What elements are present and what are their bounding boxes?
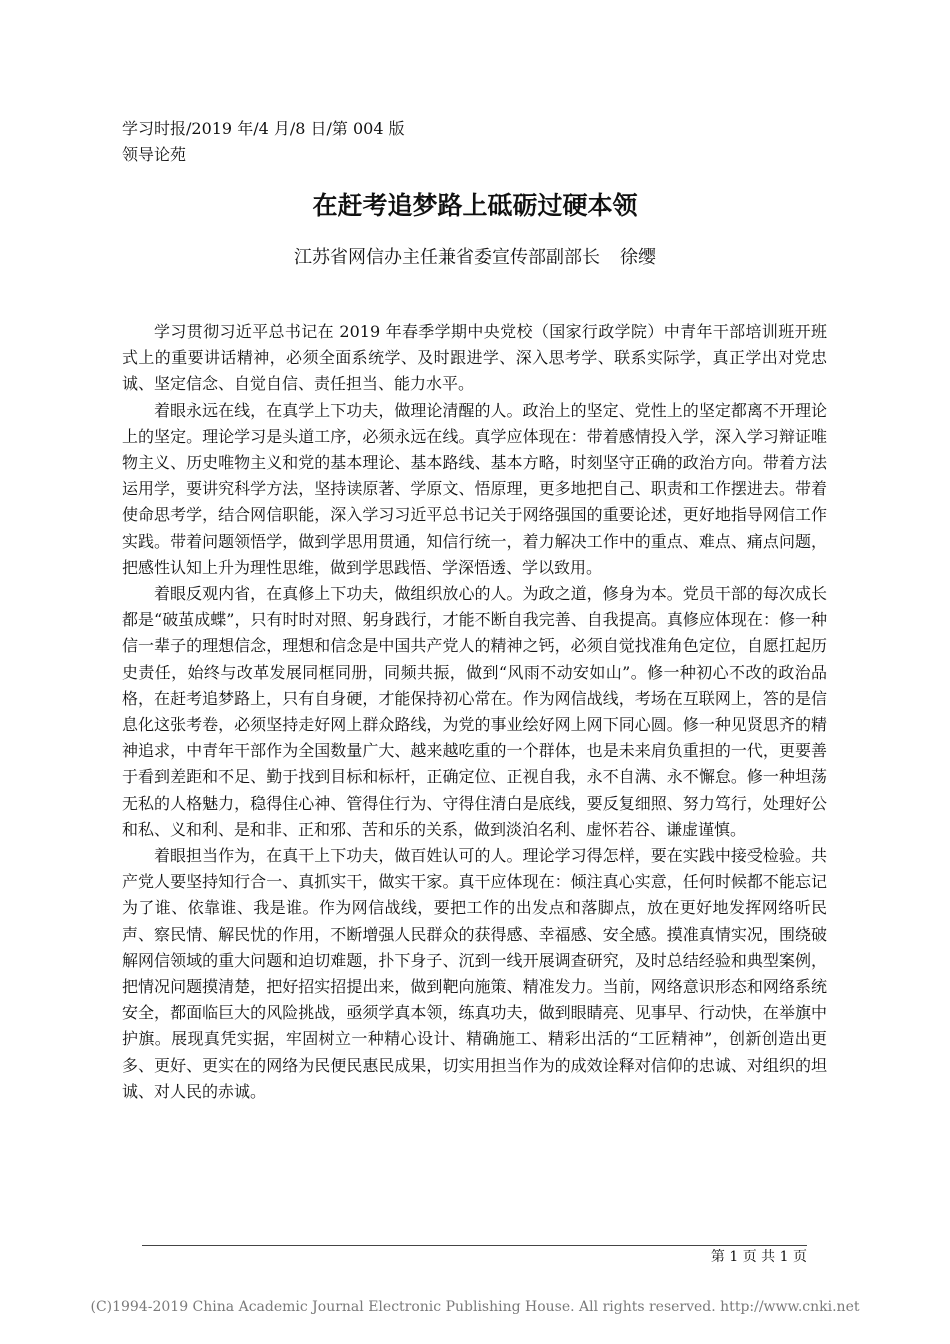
article-title: 在赶考追梦路上砥砺过硬本领 bbox=[312, 191, 638, 220]
author-title: 江苏省网信办主任兼省委宣传部副部长 bbox=[294, 247, 600, 268]
paragraph: 着眼永远在线，在真学上下功夫，做理论清醒的人。政治上的坚定、党性上的坚定都离不开理论上的坚定。理论学习是头道工序，必须永远在线。真学应体现在：带着感情投入学，深入学习辩证唯物主义、历史唯物主义和党的基本理论、基本路线、基本方略，时刻坚守正确的政治方向。带着方法运用学，要讲究科学方法，坚持读原著、学原文、悟原理，更多地把自己、职责和工作摆进去。带着使命思考学，结合网信职能，深入学习习近平总书记关于网络强国的重要论述，更好地指导网信工作实践。带着问题领悟学，做到学思用贯通，知信行统一，着力解决工作中的重点、难点、痛点问题，把感性认知上升为理性思维，做到学思践悟、学深悟透、学以致用。 bbox=[122, 400, 827, 577]
source-line: 学习时报/2019 年/4 月/8 日/第 004 版 bbox=[122, 119, 405, 138]
footer-divider bbox=[142, 1245, 807, 1246]
author-name: 徐缨 bbox=[620, 247, 656, 268]
article-body bbox=[122, 319, 827, 1105]
copyright-notice: (C)1994-2019 China Academic Journal Electronic Publishing House. All rights reserved. http://www.cnki.net bbox=[90, 1299, 860, 1315]
paragraph: 学习贯彻习近平总书记在 2019 年春季学期中央党校（国家行政学院）中青年干部培训班开班式上的重要讲话精神，必须全面系统学、及时跟进学、深入思考学、联系实际学，真正学出对党忠诚、坚定信念、自觉自信、责任担当、能力水平。 bbox=[122, 322, 827, 394]
page-number: 第 1 页 共 1 页 bbox=[710, 1249, 807, 1265]
paragraph: 着眼反观内省，在真修上下功夫，做组织放心的人。为政之道，修身为本。党员干部的每次成长都是“破茧成蝶”，只有时时对照、躬身践行，才能不断自我完善、自我提高。真修应体现在：修一种信一辈子的理想信念，理想和信念是中国共产党人的精神之钙，必须自觉找准角色定位，自愿扛起历史责任，始终与改革发展同框同册，同频共振，做到“风雨不动安如山”。修一种初心不改的政治品格，在赶考追梦路上，只有自身硬，才能保持初心常在。作为网信战线，考场在互联网上，答的是信息化这张考卷，必须坚持走好网上群众路线，为党的事业绘好网上网下同心圆。修一种见贤思齐的精神追求，中青年干部作为全国数量广大、越来越吃重的一个群体，也是未来肩负重担的一代，更要善于看到差距和不足、勤于找到目标和标杆，正确定位、正视自我，永不自满、永不懈怠。修一种坦荡无私的人格魅力，稳得住心神、管得住行为、守得住清白是底线，要反复细照、努力笃行，处理好公和私、义和利、是和非、正和邪、苦和乐的关系，做到淡泊名利、虚怀若谷、谦虚谨慎。 bbox=[122, 584, 827, 839]
paragraph: 着眼担当作为，在真干上下功夫，做百姓认可的人。理论学习得怎样，要在实践中接受检验。共产党人要坚持知行合一、真抓实干，做实干家。真干应体现在：倾注真心实意，任何时候都不能忘记为了谁、依靠谁、我是谁。作为网信战线，要把工作的出发点和落脚点，放在更好地发挥网络听民声、察民情、解民忧的作用，不断增强人民群众的获得感、幸福感、安全感。摸准真情实况，围绕破解网信领域的重大问题和迫切难题，扑下身子、沉到一线开展调查研究，及时总结经验和典型案例，把情况问题摸清楚，把好招实招提出来，做到靶向施策、精准发力。当前，网络意识形态和网络系统安全，都面临巨大的风险挑战，亟须学真本领，练真功夫，做到眼睛亮、见事早、行动快，在举旗中护旗。展现真凭实据，牢固树立一种精心设计、精确施工、精彩出活的“工匠精神”，创新创造出更多、更好、更实在的网络为民便民惠民成果，切实用担当作为的成效诠释对信仰的忠诚、对组织的坦诚、对人民的赤诚。 bbox=[122, 846, 827, 1101]
byline bbox=[0, 243, 950, 273]
column-name: 领导论苑 bbox=[122, 145, 187, 164]
document-header bbox=[122, 116, 405, 168]
